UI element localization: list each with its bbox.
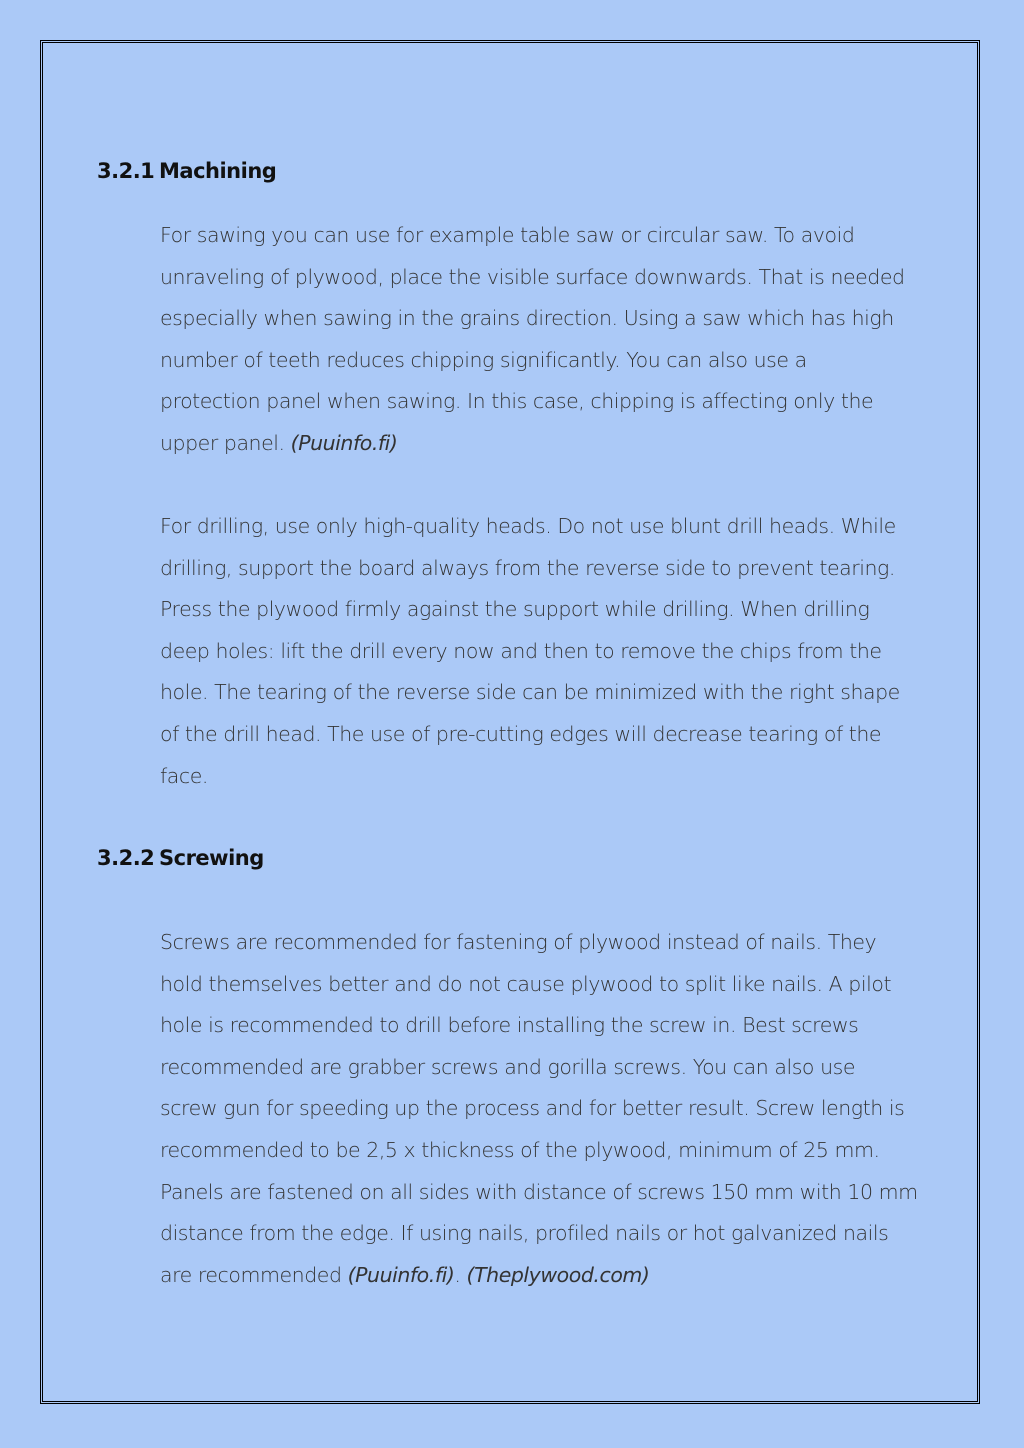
text-line: screw gun for speeding up the process and for better result. Screw length is [160, 1096, 905, 1121]
section-number: 3.2.1 [97, 159, 155, 183]
text-line: unraveling of plywood, place the visible surface downwards. That is needed [160, 264, 905, 289]
text-line [160, 423, 950, 465]
paragraph-sawing [160, 215, 950, 465]
text-line: recommended to be 2,5 x thickness of the plywood, minimum of 25 mm. [160, 1137, 880, 1162]
text-line: protection panel when sawing. In this case, chipping is affecting only the [160, 389, 874, 414]
text-line: drilling, support the board always from the reverse side to prevent tearing. [160, 555, 895, 580]
text-line: distance from the edge. If using nails, profiled nails or hot galvanized nails [160, 1221, 889, 1246]
text-line: face. [160, 763, 208, 788]
section-heading-screwing [97, 846, 264, 870]
text-line: deep holes: lift the drill every now and then to remove the chips from the [160, 638, 882, 663]
citation: (Puuinfo.fi) [290, 430, 398, 455]
text-line: hold themselves better and do not cause plywood to split like nails. A pilot [160, 971, 892, 996]
text-line [160, 1255, 950, 1297]
citation: (Puuinfo.fi) [347, 1262, 455, 1287]
text-line: recommended are grabber screws and gorilla screws. You can also use [160, 1054, 856, 1079]
paragraph-drilling [160, 506, 950, 797]
text-run: are recommended [160, 1262, 348, 1287]
section-number: 3.2.2 [97, 846, 155, 870]
section-title: Screwing [159, 846, 264, 870]
citation: (Theplywood.com) [466, 1262, 650, 1287]
paragraph-screwing [160, 922, 950, 1296]
text-line: Screws are recommended for fastening of plywood instead of nails. They [160, 930, 877, 954]
section-title: Machining [159, 159, 277, 183]
text-line: Panels are fastened on all sides with distance of screws 150 mm with 10 mm [160, 1179, 918, 1204]
text-line: especially when sawing in the grains direction. Using a saw which has high [160, 306, 894, 331]
text-line: Press the plywood firmly against the support while drilling. When drilling [160, 597, 870, 622]
text-line: For sawing you can use for example table saw or circular saw. To avoid [160, 223, 855, 247]
text-line: hole. The tearing of the reverse side can be minimized with the right shape [160, 680, 900, 705]
text-run: . [454, 1262, 467, 1287]
text-run: upper panel. [160, 430, 291, 455]
text-line: of the drill head. The use of pre-cutting edges will decrease tearing of the [160, 721, 882, 746]
text-line: hole is recommended to drill before installing the screw in. Best screws [160, 1013, 859, 1038]
text-line: number of teeth reduces chipping significantly. You can also use a [160, 347, 807, 372]
section-heading-machining [97, 159, 276, 183]
text-line: For drilling, use only high-quality heads. Do not use blunt drill heads. While [160, 514, 896, 538]
